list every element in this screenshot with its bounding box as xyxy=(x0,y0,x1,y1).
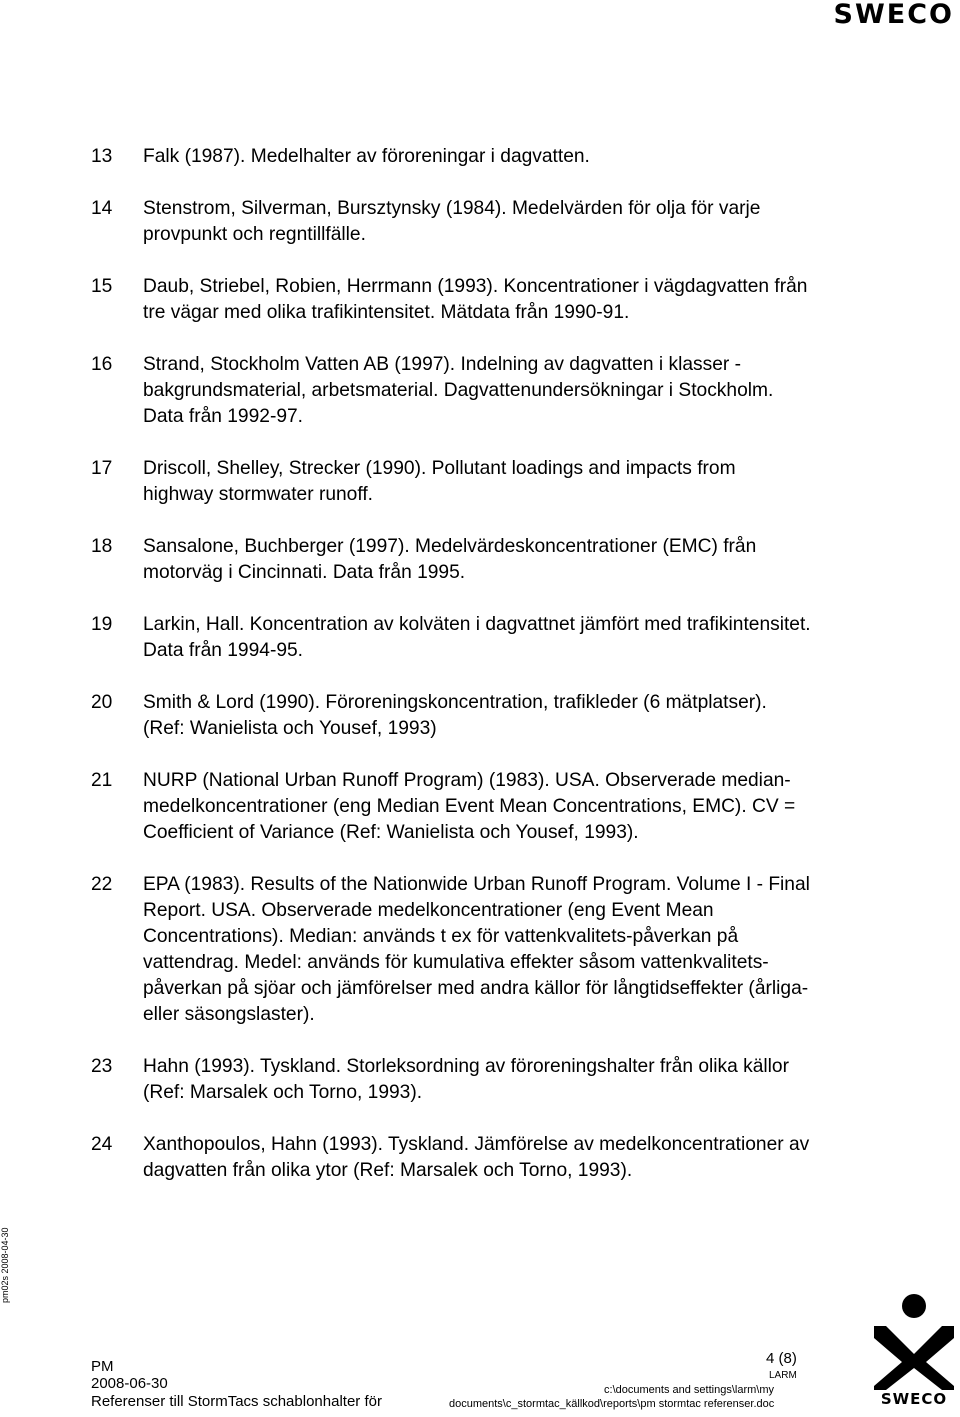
reference-item xyxy=(91,196,811,248)
reference-text: NURP (National Urban Runoff Program) (1983). USA. Observerade median-medelkoncentrationer (eng Median Event Mean Concentrations, EMC). CV = Coefficient of Variance (Ref: Wanielista och Yousef, 1993). xyxy=(143,770,796,843)
page-footer xyxy=(0,1346,960,1417)
reference-text: Larkin, Hall. Koncentration av kolväten i dagvattnet jämfört med trafikintensitet. Data från 1994-95. xyxy=(143,614,811,661)
reference-item xyxy=(91,690,811,742)
reference-text: Smith & Lord (1990). Föroreningskoncentration, trafikleder (6 mätplatser). (Ref: Wanielista och Yousef, 1993) xyxy=(143,692,767,739)
reference-text: EPA (1983). Results of the Nationwide Urban Runoff Program. Volume I - Final Report. USA. Observerade medelkoncentrationer (eng Event Mean Concentrations). Median: används t ex för vattenkvalitets-påverkan på vattendrag. Medel: används för kumulativa effekter såsom vattenkvalitets-påverkan på sjöar och jämförelser med andra källor för långtidseffekter (årliga- eller säsongslaster). xyxy=(143,874,810,1025)
reference-text: Falk (1987). Medelhalter av föroreningar i dagvatten. xyxy=(143,146,590,167)
footer-logo-text: SWECO xyxy=(880,1390,948,1408)
sweco-logo-icon xyxy=(872,1292,956,1402)
reference-item xyxy=(91,144,811,170)
header-logo: SWECO xyxy=(833,0,954,30)
reference-text: Strand, Stockholm Vatten AB (1997). Indelning av dagvatten i klasser - bakgrundsmaterial, arbetsmaterial. Dagvattenundersökningar i Stockholm. Data från 1992-97. xyxy=(143,354,774,427)
reference-number: 23 xyxy=(91,1056,113,1077)
reference-item xyxy=(91,274,811,326)
reference-item xyxy=(91,768,811,846)
reference-item xyxy=(91,612,811,664)
reference-number: 14 xyxy=(91,198,113,219)
document-title: Referenser till StormTacs schablonhalter för xyxy=(91,1393,382,1410)
document-type: PM xyxy=(91,1358,114,1375)
reference-text: Daub, Striebel, Robien, Herrmann (1993). Koncentrationer i vägdagvatten från tre vägar med olika trafikintensitet. Mätdata från 1990-91. xyxy=(143,276,808,323)
reference-item xyxy=(91,534,811,586)
page-number: 4 (8) xyxy=(766,1350,797,1367)
reference-item xyxy=(91,872,811,1028)
reference-item xyxy=(91,1132,811,1184)
reference-text: Xanthopoulos, Hahn (1993). Tyskland. Jämförelse av medelkoncentrationer av dagvatten från olika ytor (Ref: Marsalek och Torno, 1993). xyxy=(143,1134,810,1181)
side-stamp: pm02s 2008-04-30 xyxy=(0,1227,10,1303)
file-path-line2: documents\c_stormtac_källkod\reports\pm stormtac referenser.doc xyxy=(449,1398,775,1410)
reference-item xyxy=(91,1054,811,1106)
reference-text: Driscoll, Shelley, Strecker (1990). Pollutant loadings and impacts from highway stormwater runoff. xyxy=(143,458,736,505)
reference-number: 13 xyxy=(91,146,113,167)
reference-text: Stenstrom, Silverman, Bursztynsky (1984). Medelvärden för olja för varje provpunkt och regntillfälle. xyxy=(143,198,761,245)
document-date: 2008-06-30 xyxy=(91,1375,168,1392)
reference-number: 24 xyxy=(91,1134,113,1155)
reference-number: 18 xyxy=(91,536,113,557)
reference-list xyxy=(91,144,811,1210)
reference-number: 20 xyxy=(91,692,113,713)
reference-number: 22 xyxy=(91,874,113,895)
reference-item xyxy=(91,456,811,508)
reference-number: 16 xyxy=(91,354,113,375)
reference-number: 15 xyxy=(91,276,113,297)
project-code: LARM xyxy=(769,1370,797,1381)
reference-number: 19 xyxy=(91,614,113,635)
file-path-line1: c:\documents and settings\larm\my xyxy=(604,1384,774,1396)
reference-text: Hahn (1993). Tyskland. Storleksordning av föroreningshalter från olika källor (Ref: Marsalek och Torno, 1993). xyxy=(143,1056,789,1103)
reference-number: 17 xyxy=(91,458,113,479)
reference-number: 21 xyxy=(91,770,113,791)
reference-text: Sansalone, Buchberger (1997). Medelvärdeskoncentrationer (EMC) från motorväg i Cincinnati. Data från 1995. xyxy=(143,536,757,583)
reference-item xyxy=(91,352,811,430)
